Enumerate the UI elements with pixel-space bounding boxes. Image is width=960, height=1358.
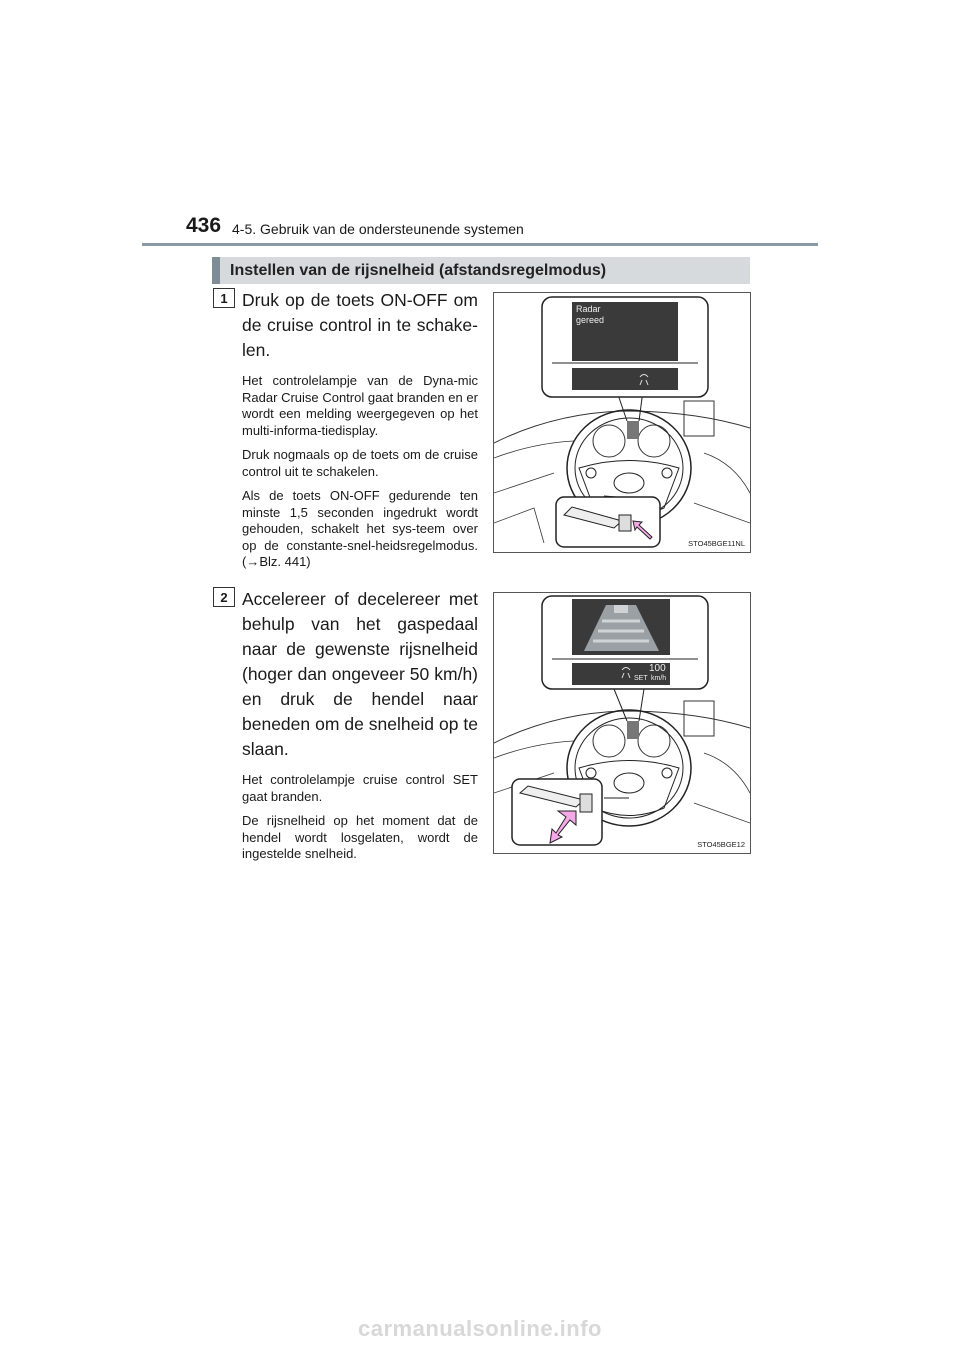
header-rule bbox=[142, 243, 818, 246]
step-1-note-2: Druk nogmaals op de toets om de cruise control uit te schakelen. bbox=[242, 447, 478, 479]
step-2-set-label: SET bbox=[634, 675, 648, 682]
step-2-speed-unit: km/h bbox=[651, 675, 667, 682]
step-1-note-3: Als de toets ON-OFF gedurende ten minste 1,5 seconden ingedrukt wordt gehouden, schakelt het sys-teem over op de constante-snel-heidsregelmodus. (→Blz. 441) bbox=[242, 488, 478, 569]
step-1-screen-line2: gereed bbox=[576, 315, 605, 325]
watermark: carmanualsonline.info bbox=[358, 1316, 602, 1341]
step-2-note-2: De rijsnelheid op het moment dat de hendel wordt losgelaten, wordt de ingestelde snelheid. bbox=[242, 813, 478, 861]
section-heading bbox=[212, 257, 750, 284]
step-1-badge: 1 bbox=[213, 288, 235, 308]
step-1-figure-code: STO45BGE11NL bbox=[688, 539, 745, 548]
step-2-text bbox=[242, 587, 478, 871]
steering-wheel-illustration bbox=[494, 293, 750, 552]
step-2-set-speed: 100 bbox=[649, 663, 666, 674]
step-1-figure bbox=[493, 292, 751, 553]
step-2-figure-code: STO45BGE12 bbox=[697, 840, 745, 849]
step-2-note-1: Het controlelampje cruise control SET gaat branden. bbox=[242, 772, 478, 804]
step-2-title: Accelereer of decelereer met behulp van het gaspedaal naar de gewenste rijsnelheid (hoger dan ongeveer 50 km/h) en druk de hendel naar beneden om de snelheid op te slaan. bbox=[242, 589, 478, 759]
chapter-title: 4-5. Gebruik van de ondersteunende systemen bbox=[232, 221, 524, 237]
step-1-screen-line1: Radar bbox=[576, 304, 601, 314]
page-number: 436 bbox=[186, 214, 222, 237]
step-2-badge: 2 bbox=[213, 587, 235, 607]
section-title: Instellen van de rijsnelheid (afstandsregelmodus) bbox=[230, 261, 607, 279]
steering-wheel-illustration-2 bbox=[494, 593, 750, 853]
step-1-text bbox=[242, 288, 478, 579]
section-accent bbox=[212, 257, 220, 284]
step-2-figure bbox=[493, 592, 751, 854]
step-1-note-1: Het controlelampje van de Dyna-mic Radar Cruise Control gaat branden en er wordt een melding weergegeven op het multi-informa-tiedisplay. bbox=[242, 373, 478, 438]
step-1-title: Druk op de toets ON-OFF om de cruise control in te schake-len. bbox=[242, 290, 478, 360]
